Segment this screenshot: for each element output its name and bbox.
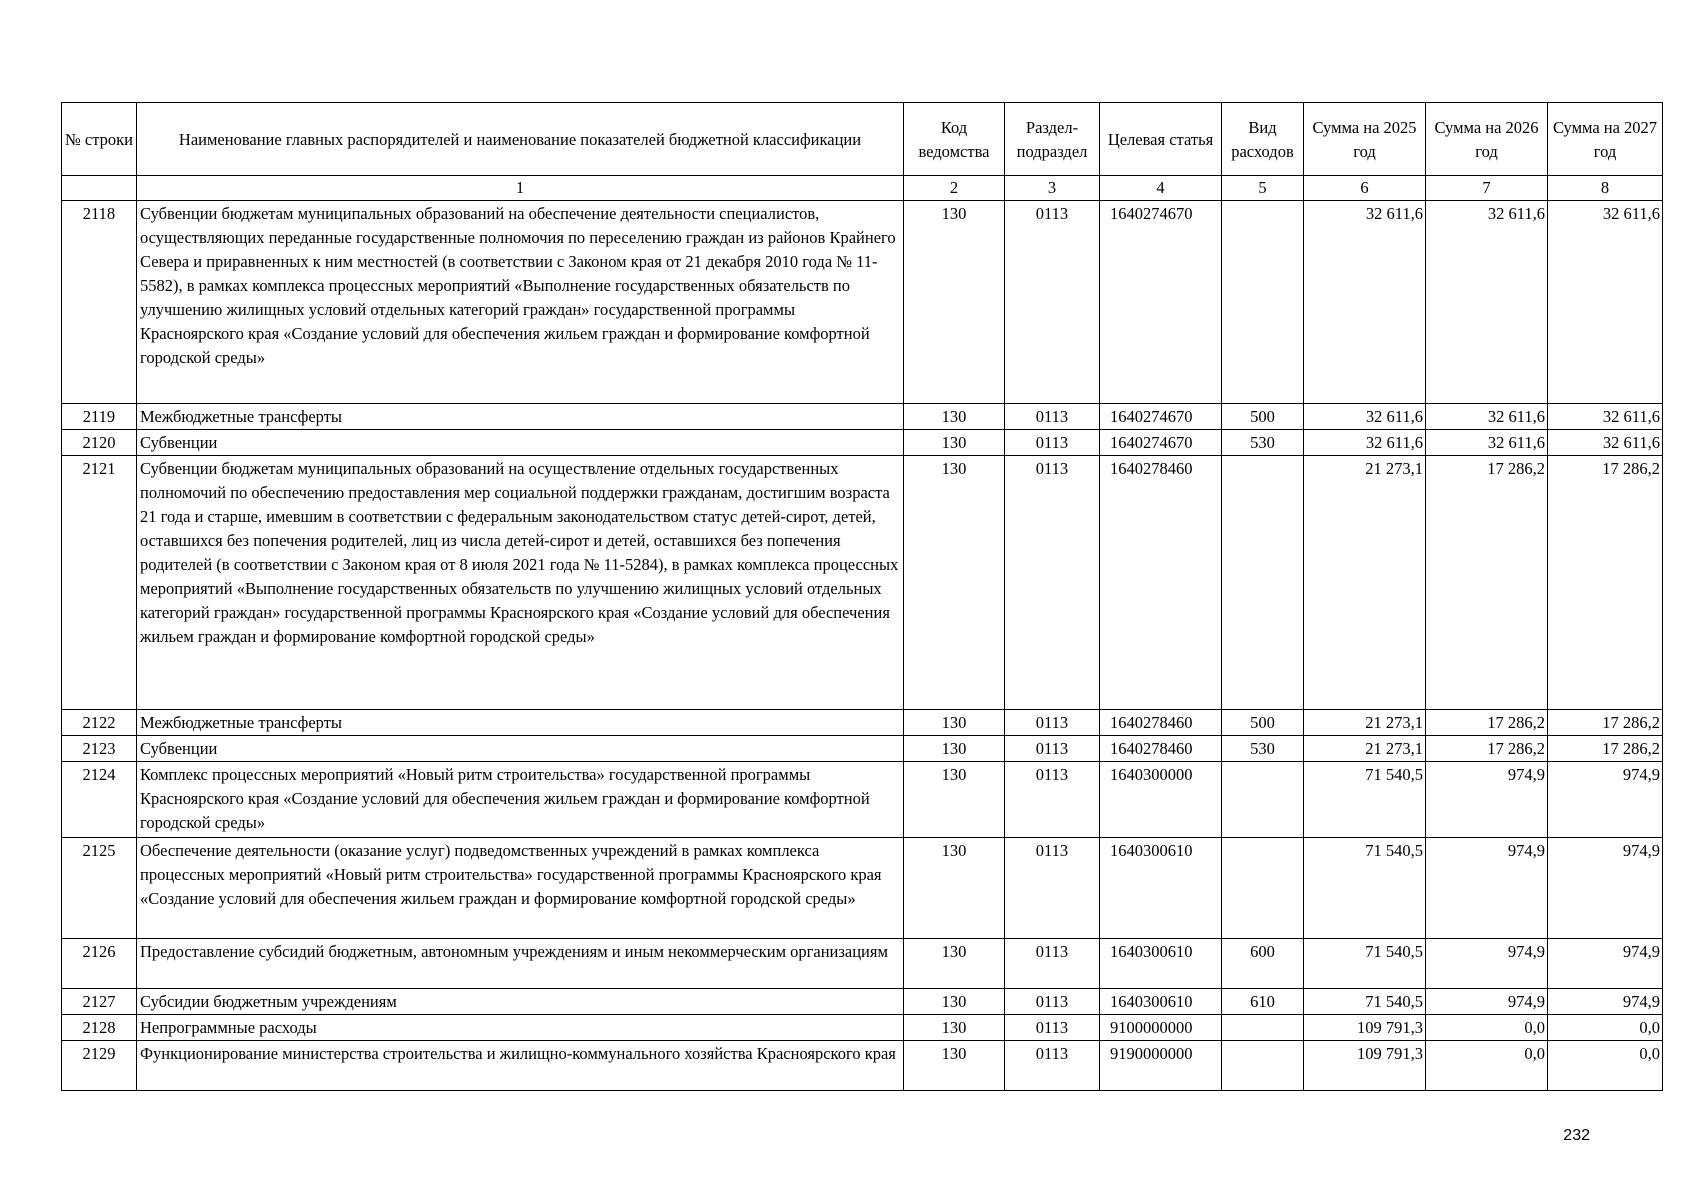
sum-2026: 32 611,6: [1426, 404, 1548, 430]
sum-2026: 32 611,6: [1426, 201, 1548, 404]
row-number: 2122: [62, 710, 137, 736]
target-code: 9100000000: [1100, 1015, 1222, 1041]
row-number: 2129: [62, 1041, 137, 1091]
section-code: 0113: [1005, 404, 1100, 430]
target-code: 1640278460: [1100, 456, 1222, 710]
column-index: 7: [1426, 176, 1548, 201]
dept-code: 130: [904, 762, 1005, 838]
sum-2025: 21 273,1: [1304, 456, 1426, 710]
target-code: 1640300610: [1100, 939, 1222, 989]
dept-code: 130: [904, 939, 1005, 989]
sum-2026: 17 286,2: [1426, 736, 1548, 762]
sum-2027: 974,9: [1548, 939, 1663, 989]
expense-type: [1222, 456, 1304, 710]
target-code: 1640300000: [1100, 762, 1222, 838]
sum-2026: 0,0: [1426, 1015, 1548, 1041]
sum-2025: 71 540,5: [1304, 838, 1426, 939]
section-code: 0113: [1005, 710, 1100, 736]
expense-type: [1222, 838, 1304, 939]
section-code: 0113: [1005, 939, 1100, 989]
header-name: Наименование главных распорядителей и наименование показателей бюджетной классификации: [137, 103, 904, 176]
dept-code: 130: [904, 456, 1005, 710]
budget-table: [61, 102, 1663, 1091]
sum-2027: 32 611,6: [1548, 430, 1663, 456]
target-code: 1640274670: [1100, 430, 1222, 456]
section-code: 0113: [1005, 1015, 1100, 1041]
header-expense-type: Вид расходов: [1222, 103, 1304, 176]
dept-code: 130: [904, 201, 1005, 404]
header-row-number: № строки: [62, 103, 137, 176]
table-row: [62, 1015, 1663, 1041]
expense-type: 530: [1222, 736, 1304, 762]
row-name: Обеспечение деятельности (оказание услуг) подведомственных учреждений в рамках комплекса процессных мероприятий «Новый ритм строительства» государственной программы Красноярского края «Создание условий для обеспечения жильем граждан и формирование комфортной городской среды»: [137, 838, 904, 939]
target-code: 1640278460: [1100, 736, 1222, 762]
column-index: [62, 176, 137, 201]
row-name: Непрограммные расходы: [137, 1015, 904, 1041]
table-row: [62, 939, 1663, 989]
section-code: 0113: [1005, 989, 1100, 1015]
dept-code: 130: [904, 736, 1005, 762]
row-name: Субсидии бюджетным учреждениям: [137, 989, 904, 1015]
row-number: 2124: [62, 762, 137, 838]
row-number: 2118: [62, 201, 137, 404]
section-code: 0113: [1005, 456, 1100, 710]
sum-2025: 109 791,3: [1304, 1015, 1426, 1041]
sum-2025: 71 540,5: [1304, 939, 1426, 989]
sum-2026: 17 286,2: [1426, 710, 1548, 736]
header-sum-2026: Сумма на 2026 год: [1426, 103, 1548, 176]
sum-2027: 974,9: [1548, 762, 1663, 838]
column-index: 4: [1100, 176, 1222, 201]
row-number: 2123: [62, 736, 137, 762]
sum-2027: 0,0: [1548, 1015, 1663, 1041]
header-row: [62, 103, 1663, 176]
row-name: Функционирование министерства строительства и жилищно-коммунального хозяйства Красноярского края: [137, 1041, 904, 1091]
dept-code: 130: [904, 404, 1005, 430]
sum-2026: 974,9: [1426, 989, 1548, 1015]
row-number: 2119: [62, 404, 137, 430]
header-sum-2027: Сумма на 2027 год: [1548, 103, 1663, 176]
table-row: [62, 404, 1663, 430]
dept-code: 130: [904, 430, 1005, 456]
sum-2027: 32 611,6: [1548, 201, 1663, 404]
target-code: 1640300610: [1100, 838, 1222, 939]
column-index: 8: [1548, 176, 1663, 201]
section-code: 0113: [1005, 1041, 1100, 1091]
column-index: 3: [1005, 176, 1100, 201]
row-name: Субвенции: [137, 430, 904, 456]
sum-2027: 0,0: [1548, 1041, 1663, 1091]
table-row: [62, 1041, 1663, 1091]
expense-type: [1222, 201, 1304, 404]
sum-2026: 974,9: [1426, 939, 1548, 989]
sum-2025: 71 540,5: [1304, 989, 1426, 1015]
header-target: Целевая статья: [1100, 103, 1222, 176]
sum-2027: 17 286,2: [1548, 710, 1663, 736]
sum-2027: 17 286,2: [1548, 736, 1663, 762]
section-code: 0113: [1005, 736, 1100, 762]
header-section: Раздел-подраздел: [1005, 103, 1100, 176]
target-code: 1640274670: [1100, 201, 1222, 404]
target-code: 9190000000: [1100, 1041, 1222, 1091]
section-code: 0113: [1005, 430, 1100, 456]
table-row: [62, 430, 1663, 456]
sum-2026: 32 611,6: [1426, 430, 1548, 456]
row-name: Субвенции: [137, 736, 904, 762]
row-name: Комплекс процессных мероприятий «Новый ритм строительства» государственной программы Красноярского края «Создание условий для обеспечения жильем граждан и формирование комфортной городской среды»: [137, 762, 904, 838]
row-number: 2125: [62, 838, 137, 939]
row-name: Субвенции бюджетам муниципальных образований на обеспечение деятельности специалистов, осуществляющих переданные государственные полномочия по переселению граждан из районов Крайнего Севера и приравненных к ним местностей (в соответствии с Законом края от 21 декабря 2010 года № 11-5582), в рамках комплекса процессных мероприятий «Выполнение государственных обязательств по улучшению жилищных условий отдельных категорий граждан» государственной программы Красноярского края «Создание условий для обеспечения жильем граждан и формирование комфортной городской среды»: [137, 201, 904, 404]
row-number: 2120: [62, 430, 137, 456]
expense-type: 500: [1222, 404, 1304, 430]
page-number: 232: [1563, 1127, 1590, 1144]
table-row: [62, 989, 1663, 1015]
row-name: Предоставление субсидий бюджетным, автономным учреждениям и иным некоммерческим организациям: [137, 939, 904, 989]
table-row: [62, 456, 1663, 710]
expense-type: [1222, 1041, 1304, 1091]
row-name: Межбюджетные трансферты: [137, 404, 904, 430]
row-name: Субвенции бюджетам муниципальных образований на осуществление отдельных государственных полномочий по обеспечению предоставления мер социальной поддержки гражданам, достигшим возраста 21 года и старше, имевшим в соответствии с федеральным законодательством статус детей-сирот, детей, оставшихся без попечения родителей, лиц из числа детей-сирот и детей, оставшихся без попечения родителей (в соответствии с Законом края от 8 июля 2021 года № 11-5284), в рамках комплекса процессных мероприятий «Выполнение государственных обязательств по улучшению жилищных условий отдельных категорий граждан» государственной программы Красноярского края «Создание условий для обеспечения жильем граждан и формирование комфортной городской среды»: [137, 456, 904, 710]
column-index: 2: [904, 176, 1005, 201]
header-dept-code: Код ведомства: [904, 103, 1005, 176]
sum-2026: 974,9: [1426, 762, 1548, 838]
sum-2025: 32 611,6: [1304, 404, 1426, 430]
expense-type: [1222, 762, 1304, 838]
column-index: 5: [1222, 176, 1304, 201]
sum-2027: 974,9: [1548, 838, 1663, 939]
dept-code: 130: [904, 838, 1005, 939]
sum-2025: 109 791,3: [1304, 1041, 1426, 1091]
sum-2027: 17 286,2: [1548, 456, 1663, 710]
sum-2027: 32 611,6: [1548, 404, 1663, 430]
expense-type: 600: [1222, 939, 1304, 989]
sum-2026: 974,9: [1426, 838, 1548, 939]
dept-code: 130: [904, 1041, 1005, 1091]
target-code: 1640274670: [1100, 404, 1222, 430]
expense-type: 500: [1222, 710, 1304, 736]
section-code: 0113: [1005, 838, 1100, 939]
sum-2025: 32 611,6: [1304, 201, 1426, 404]
section-code: 0113: [1005, 201, 1100, 404]
column-index-row: [62, 176, 1663, 201]
table-row: [62, 762, 1663, 838]
dept-code: 130: [904, 710, 1005, 736]
sum-2026: 17 286,2: [1426, 456, 1548, 710]
row-number: 2127: [62, 989, 137, 1015]
table-body: [62, 201, 1663, 1091]
table-row: [62, 838, 1663, 939]
row-name: Межбюджетные трансферты: [137, 710, 904, 736]
table-row: [62, 201, 1663, 404]
sum-2025: 21 273,1: [1304, 710, 1426, 736]
row-number: 2126: [62, 939, 137, 989]
section-code: 0113: [1005, 762, 1100, 838]
header-sum-2025: Сумма на 2025 год: [1304, 103, 1426, 176]
column-index: 1: [137, 176, 904, 201]
sum-2026: 0,0: [1426, 1041, 1548, 1091]
sum-2025: 21 273,1: [1304, 736, 1426, 762]
dept-code: 130: [904, 1015, 1005, 1041]
expense-type: [1222, 1015, 1304, 1041]
expense-type: 610: [1222, 989, 1304, 1015]
table-row: [62, 736, 1663, 762]
table-row: [62, 710, 1663, 736]
row-number: 2121: [62, 456, 137, 710]
expense-type: 530: [1222, 430, 1304, 456]
target-code: 1640278460: [1100, 710, 1222, 736]
row-number: 2128: [62, 1015, 137, 1041]
sum-2027: 974,9: [1548, 989, 1663, 1015]
dept-code: 130: [904, 989, 1005, 1015]
sum-2025: 32 611,6: [1304, 430, 1426, 456]
column-index: 6: [1304, 176, 1426, 201]
sum-2025: 71 540,5: [1304, 762, 1426, 838]
target-code: 1640300610: [1100, 989, 1222, 1015]
